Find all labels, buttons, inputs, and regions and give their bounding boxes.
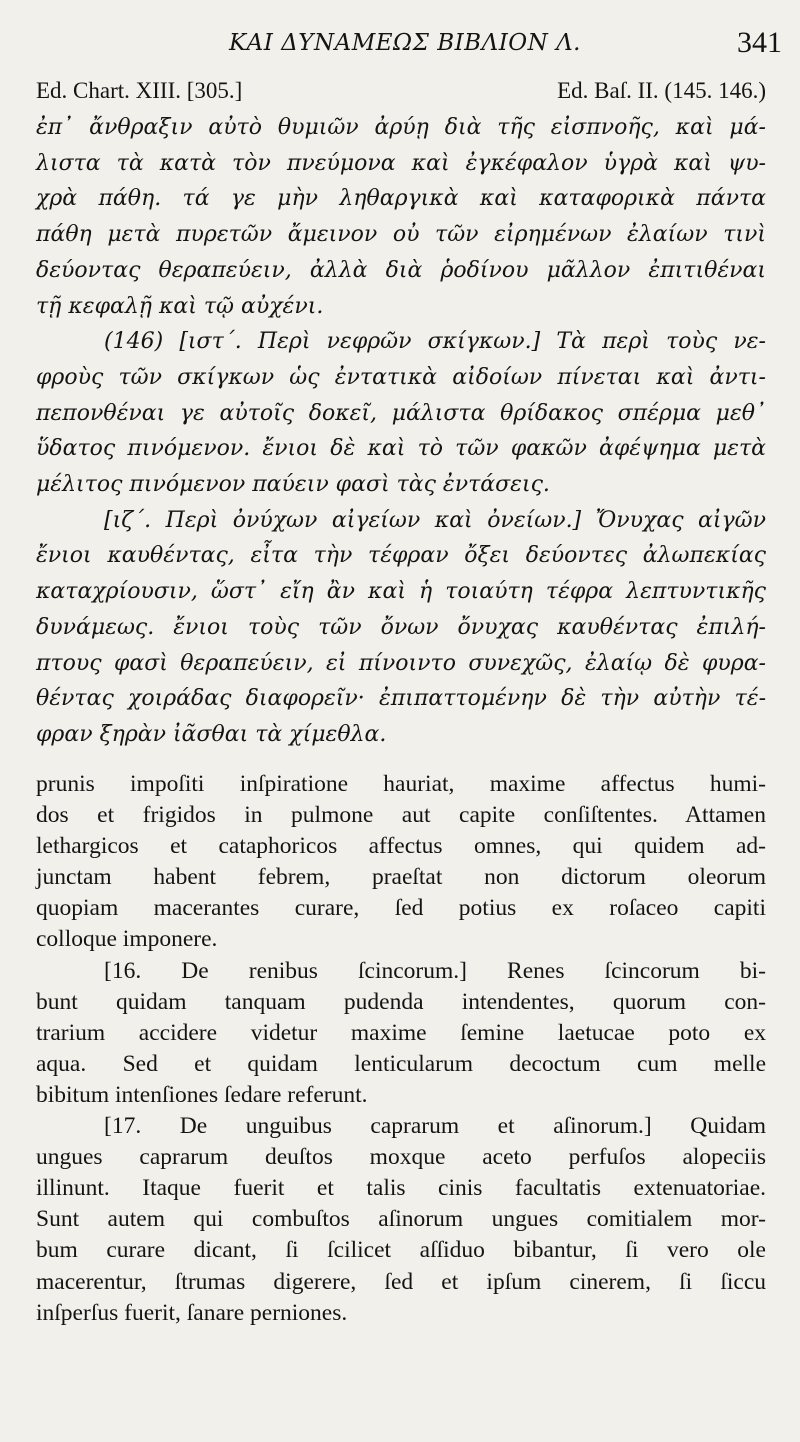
greek-line: πάθη μετὰ πυρετῶν ἄμεινον οὐ τῶν εἰρημένων ἐλαίων τινὶ: [36, 222, 766, 248]
latin-text: [36, 769, 766, 1329]
greek-line: ἔνιοι καυθέντας, εἶτα τὴν τέφραν ὄξει δεύοντες ἀλωπεκίας: [36, 543, 766, 569]
greek-line: ὕδατος πινόμενον. ἔνιοι δὲ καὶ τὸ τῶν φακῶν ἀφέψημα μετὰ: [36, 436, 766, 462]
latin-line: bum curare dicant, ſi ſcilicet aſſiduo bibantur, ſi vero ole: [36, 1237, 766, 1264]
greek-line: λιστα τὰ κατὰ τὸν πνεύμονα καὶ ἐγκέφαλον ὑγρὰ καὶ ψυ-: [36, 150, 766, 176]
latin-section-heading-17: [17. De unguibus caprarum et aſinorum.] Quidam: [104, 1113, 766, 1140]
greek-line: θέντας χοιράδας διαφορεῖν· ἐπιπαττομένην δὲ τὴν αὐτὴν τέ-: [36, 686, 766, 712]
greek-line: χρὰ πάθη. τά γε μὴν ληθαργικὰ καὶ καταφορικὰ πάντα: [36, 186, 766, 212]
edition-references: [36, 78, 766, 108]
greek-line: μέλιτος πινόμενον παύειν φασὶ τὰς ἐντάσεις.: [36, 472, 550, 498]
greek-line: τῇ κεφαλῇ καὶ τῷ αὐχένι.: [36, 293, 324, 319]
page-number: 341: [737, 26, 782, 59]
greek-line: δεύοντας θεραπεύειν, ἀλλὰ διὰ ῥοδίνου μᾶλλον ἐπιτιθέναι: [36, 257, 766, 283]
greek-line: πεπονθέναι γε αὐτοῖς δοκεῖ, μάλιστα θρίδακος σπέρμα μεθ᾽: [36, 400, 766, 426]
greek-line: πτους φασὶ θεραπεύειν, εἰ πίνοιντο συνεχῶς, ἐλαίῳ δὲ φυρα-: [36, 650, 766, 676]
running-title: ΚΑΙ ΔΥΝΑΜΕΩΣ ΒΙΒΛΙΟΝ Λ.: [229, 30, 581, 56]
greek-line: φραν ξηρὰν ἰᾶσθαι τὰ χίμεθλα.: [36, 721, 387, 747]
page-header: [0, 26, 800, 64]
greek-line: ἐπ᾽ ἄνθραξιν αὐτὸ θυμιῶν ἀρύῃ διὰ τῆς εἰσπνοῆς, καὶ μά-: [36, 115, 766, 140]
latin-line: macerentur, ſtrumas digerere, ſed et ipſum cinerem, ſi ſiccu: [36, 1268, 766, 1295]
latin-line: inſperſus fuerit, ſanare perniones.: [36, 1299, 348, 1326]
latin-line: bunt quidam tanquam pudenda intendentes, quorum con-: [36, 988, 766, 1015]
edition-chartier: Ed. Chart. XIII. [305.]: [36, 78, 243, 103]
latin-line: ungues caprarum deuſtos moxque aceto perfuſos alopeciis: [36, 1144, 766, 1171]
latin-line: aqua. Sed et quidam lenticularum decoctum cum melle: [36, 1050, 766, 1077]
latin-line: prunis impoſiti inſpiratione hauriat, maxime affectus humi-: [36, 771, 766, 797]
latin-line: junctam habent febrem, praeſtat non dictorum oleorum: [36, 864, 766, 891]
greek-section-heading-17: [ιζ΄. Περὶ ὀνύχων αἰγείων καὶ ὀνείων.] Ὄνυχας αἰγῶν: [104, 507, 766, 533]
edition-basel: Ed. Baſ. II. (145. 146.): [557, 78, 766, 103]
greek-line: δυνάμεως. ἔνιοι τοὺς τῶν ὄνων ὄνυχας καυθέντας ἐπιλή-: [36, 614, 766, 640]
latin-line: quopiam macerantes curare, ſed potius ex roſaceo capiti: [36, 895, 766, 922]
latin-line: colloque imponere.: [36, 926, 218, 953]
latin-line: bibitum intenſiones ſedare referunt.: [36, 1081, 368, 1108]
greek-section-heading-16: (146) [ιστ΄. Περὶ νεφρῶν σκίγκων.] Τὰ περὶ τοὺς νε-: [104, 329, 766, 355]
greek-line: φροὺς τῶν σκίγκων ὡς ἐντατικὰ αἰδοίων πίνεται καὶ ἀντι-: [36, 364, 766, 390]
latin-line: trarium accidere videtur maxime ſemine laetucae poto ex: [36, 1019, 766, 1046]
greek-text: [36, 110, 766, 753]
latin-line: illinunt. Itaque fuerit et talis cinis facultatis extenuatoriae.: [36, 1175, 766, 1202]
latin-line: Sunt autem qui combuſtos aſinorum ungues comitialem mor-: [36, 1206, 766, 1233]
latin-line: lethargicos et cataphoricos affectus omnes, qui quidem ad-: [36, 833, 766, 860]
latin-line: dos et frigidos in pulmone aut capite conſiſtentes. Attamen: [36, 802, 766, 829]
greek-line: καταχρίουσιν, ὥστ᾽ εἴη ἂν καὶ ἡ τοιαύτη τέφρα λεπτυντικῆς: [36, 579, 766, 605]
latin-section-heading-16: [16. De renibus ſcincorum.] Renes ſcincorum bi-: [104, 957, 766, 984]
